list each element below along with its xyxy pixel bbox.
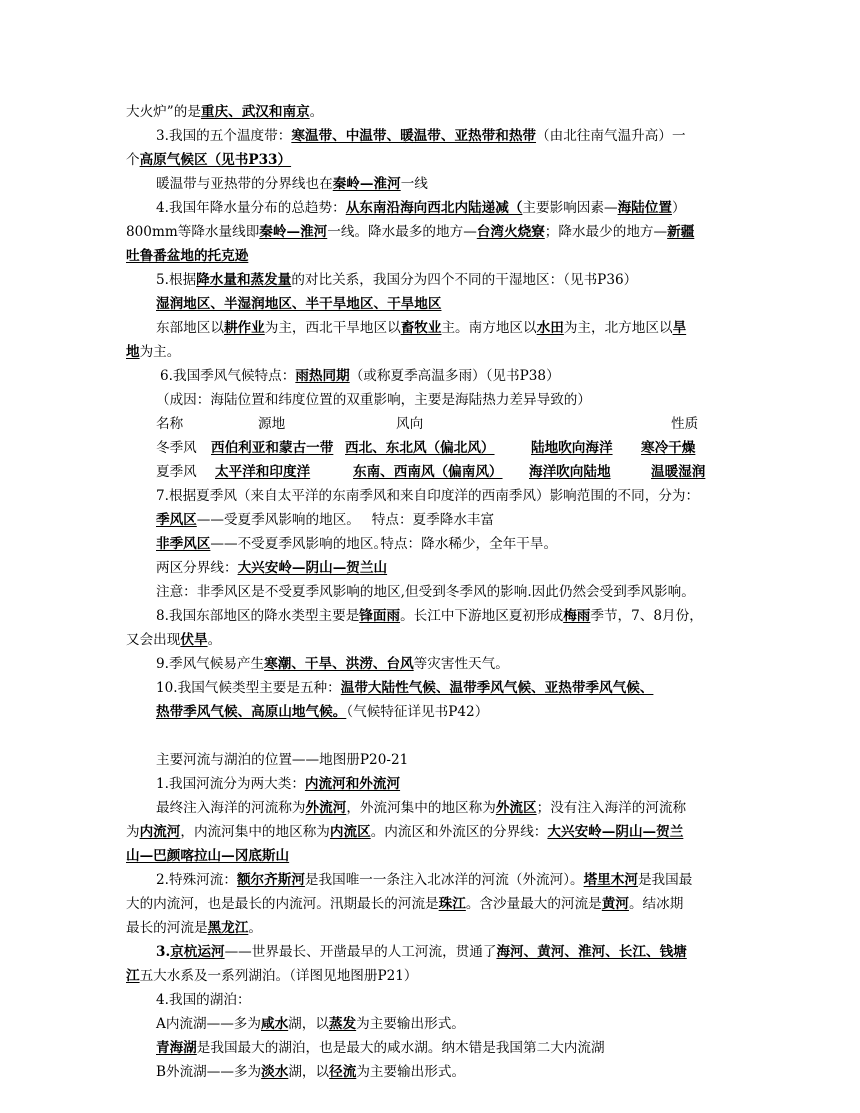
key-term: 高原气候区（见书P33） bbox=[139, 152, 292, 168]
key-term: 咸水 bbox=[260, 1016, 289, 1032]
key-term: 新疆 bbox=[667, 224, 695, 240]
text-line bbox=[126, 532, 738, 556]
text: ——不受夏季风影响的地区。 bbox=[210, 536, 388, 552]
text: 注意：非季风区是不受夏季风影响的地区,但受到冬季风的影响.因此仍然会受到季风影响。 bbox=[156, 584, 695, 600]
text: ——受夏季风影响的地区。 bbox=[196, 512, 360, 528]
text-line bbox=[126, 580, 738, 604]
key-term: 寒温带、中温带、暖温带、亚热带和热带 bbox=[291, 128, 537, 144]
key-term: 寒潮、干旱、洪涝、台风 bbox=[264, 656, 414, 672]
text: 湖，以 bbox=[288, 1064, 330, 1080]
text-line bbox=[126, 268, 738, 292]
text-line bbox=[126, 316, 738, 340]
text: ，外流河集中的地区称为 bbox=[346, 800, 496, 816]
text: 两区分界线： bbox=[156, 560, 238, 576]
text: ；降水最少的地方— bbox=[544, 224, 668, 240]
key-term: 秦岭—淮河 bbox=[259, 224, 328, 240]
text: 为主，北方地区以 bbox=[563, 320, 673, 336]
text-line bbox=[126, 196, 738, 220]
monsoon-table-header bbox=[126, 412, 738, 436]
text-line bbox=[126, 388, 738, 412]
key-term: 外流区 bbox=[495, 800, 537, 816]
key-term: 季风区 bbox=[156, 512, 197, 528]
text-line bbox=[126, 340, 738, 364]
text: 个 bbox=[126, 152, 140, 168]
text: 7.根据夏季风（来自太平洋的东南季风和来自印度洋的西南季风）影响范围的不同，分为： bbox=[156, 488, 700, 504]
text-line bbox=[126, 1060, 738, 1084]
text-line bbox=[126, 820, 738, 844]
text: 主要影响因素— bbox=[522, 200, 618, 216]
text: 特点：夏季降水丰富 bbox=[371, 512, 495, 528]
key-term: 淡水 bbox=[261, 1064, 289, 1080]
document-page bbox=[126, 100, 738, 1084]
text: 8.我国东部地区的降水类型主要是 bbox=[156, 608, 360, 624]
column-header: 性质 bbox=[671, 416, 699, 432]
key-term: 额尔齐斯河 bbox=[236, 872, 305, 888]
text-line bbox=[126, 100, 738, 124]
text: 5.根据 bbox=[156, 272, 197, 288]
key-term: 降水量和蒸发量 bbox=[196, 272, 292, 288]
text: （由北往南气温升高）一 bbox=[536, 128, 686, 144]
text: 3. bbox=[156, 944, 171, 960]
text: 大的内流河，也是最长的内流河。汛期最长的河流是 bbox=[126, 896, 439, 912]
text: 6.我国季风气候特点： bbox=[160, 368, 296, 384]
text-line bbox=[126, 556, 738, 580]
text: 。内流区和外流区的分界线： bbox=[370, 824, 548, 840]
key-term: 内流河和外流河 bbox=[304, 776, 401, 792]
text: 2.特殊河流： bbox=[156, 872, 237, 888]
text: 主要河流与湖泊的位置——地图册P20-21 bbox=[156, 752, 409, 768]
key-term: 重庆、武汉和南京 bbox=[200, 104, 310, 120]
table-cell: 冬季风 bbox=[156, 440, 197, 456]
text: 等灾害性天气。 bbox=[413, 656, 509, 672]
key-term: 青海湖 bbox=[156, 1040, 197, 1056]
column-header: 源地 bbox=[258, 416, 286, 432]
text-line bbox=[126, 796, 738, 820]
text: 4.我国的湖泊： bbox=[156, 992, 251, 1008]
text-line bbox=[126, 892, 738, 916]
key-term: 温带大陆性气候、温带季风气候、亚热带季风气候、 bbox=[340, 680, 654, 696]
text: ——世界最长、开凿最早的人工河流，贯通了 bbox=[224, 944, 497, 960]
column-header: 名称 bbox=[156, 416, 184, 432]
key-term: 台湾火烧寮 bbox=[476, 224, 545, 240]
key-term: 黑龙江 bbox=[207, 920, 249, 936]
table-cell: 陆地吹向海洋 bbox=[531, 440, 613, 456]
text: ） bbox=[671, 200, 686, 216]
text: 。含沙量最大的河流是 bbox=[465, 896, 602, 912]
text: 最终注入海洋的河流称为 bbox=[156, 800, 306, 816]
text: 为主要输出形式。 bbox=[356, 1064, 466, 1080]
text: A内流湖——多为 bbox=[156, 1016, 261, 1032]
text: 。长江中下游地区夏初形成 bbox=[400, 608, 564, 624]
text: 。 bbox=[248, 920, 262, 936]
table-cell: 夏季风 bbox=[156, 464, 197, 480]
text-line bbox=[126, 700, 738, 724]
text: 为 bbox=[126, 824, 140, 840]
text: 是我国唯一一条注入北冰洋的河流（外流河）。 bbox=[304, 872, 584, 888]
key-term: 海陆位置 bbox=[617, 200, 672, 216]
table-cell: 太平洋和印度洋 bbox=[215, 464, 311, 480]
text: ；没有注入海洋的河流称 bbox=[536, 800, 687, 816]
text-line bbox=[126, 964, 738, 988]
key-term: 梅雨 bbox=[563, 608, 591, 624]
text: 为主，西北干旱地区以 bbox=[264, 320, 401, 336]
text: 。 bbox=[207, 632, 222, 648]
text-line bbox=[126, 1012, 738, 1036]
text: 为主要输出形式。 bbox=[356, 1016, 465, 1032]
text-line bbox=[126, 868, 738, 892]
text-line bbox=[126, 172, 738, 196]
text: 的对比关系，我国分为四个不同的干湿地区：（见书P36） bbox=[291, 272, 638, 288]
text: （或称夏季高温多雨）（见书P38） bbox=[349, 368, 560, 384]
table-cell: 寒冷干燥 bbox=[641, 440, 696, 456]
text: 又会出现 bbox=[126, 632, 181, 648]
key-term: 地 bbox=[126, 344, 140, 360]
text: 主。南方地区以 bbox=[441, 320, 537, 336]
text: 东部地区以 bbox=[156, 320, 224, 336]
text-line bbox=[126, 844, 738, 868]
text: 最长的河流是 bbox=[126, 920, 208, 936]
key-term: 从东南沿海向西北内陆递减（ bbox=[345, 200, 523, 216]
text: 是我国最 bbox=[637, 872, 693, 888]
key-term: 京杭运河 bbox=[170, 944, 225, 960]
text-line bbox=[126, 748, 738, 772]
text: ，内流河集中的地区称为 bbox=[180, 824, 330, 840]
text-line bbox=[126, 364, 738, 388]
text-line bbox=[126, 220, 738, 244]
key-term: 珠江 bbox=[438, 896, 466, 912]
key-term: 锋面雨 bbox=[359, 608, 401, 624]
key-term: 伏旱 bbox=[180, 632, 208, 648]
key-term: 内流河 bbox=[139, 824, 181, 840]
key-term: 海河、黄河、淮河、长江、钱塘 bbox=[496, 944, 687, 960]
column-header: 风向 bbox=[396, 416, 424, 432]
text: （成因：海陆位置和纬度位置的双重影响，主要是海陆热力差异导致的） bbox=[156, 392, 591, 408]
text-line bbox=[126, 628, 738, 652]
text-line bbox=[126, 940, 738, 964]
text: 是我国最大的湖泊，也是最大的咸水湖。纳木错是我国第二大内流湖 bbox=[196, 1040, 605, 1056]
key-term: 蒸发 bbox=[328, 1016, 357, 1032]
key-term: 黄河 bbox=[601, 896, 629, 912]
key-term: 畜牧业 bbox=[400, 320, 442, 336]
text: 9.季风气候易产生 bbox=[156, 656, 265, 672]
key-term: 吐鲁番盆地的托克逊 bbox=[126, 248, 249, 264]
text: 湖，以 bbox=[288, 1016, 329, 1032]
text-line bbox=[126, 148, 738, 172]
table-cell: 西伯利亚和蒙古一带 bbox=[211, 440, 334, 456]
table-cell: 西北、东北风（偏北风） bbox=[345, 440, 495, 456]
text-line bbox=[126, 124, 738, 148]
table-cell: 东南、西南风（偏南风） bbox=[353, 464, 503, 480]
text-line bbox=[126, 508, 738, 532]
key-term: 非季风区 bbox=[156, 536, 211, 552]
key-term: 旱 bbox=[672, 320, 687, 336]
text-line bbox=[126, 988, 738, 1012]
key-term: 塔里木河 bbox=[583, 872, 638, 888]
key-term: 水田 bbox=[536, 320, 564, 336]
text: 4.我国年降水量分布的总趋势： bbox=[156, 200, 346, 216]
text: 1.我国河流分为两大类： bbox=[156, 776, 305, 792]
key-term: 耕作业 bbox=[223, 320, 265, 336]
key-term: 大兴安岭—阴山—贺兰山 bbox=[237, 560, 388, 576]
text: 季节，7、8月份， bbox=[590, 608, 703, 624]
text: 特点：降水稀少，全年干旱。 bbox=[380, 536, 558, 552]
text-line bbox=[126, 676, 738, 700]
monsoon-table-row bbox=[126, 460, 738, 484]
key-term: 大兴安岭—阴山—贺兰 bbox=[547, 824, 684, 840]
text: 一线。降水最多的地方— bbox=[327, 224, 477, 240]
section-heading bbox=[126, 724, 738, 748]
text: 一线 bbox=[400, 176, 428, 192]
text: 为主。 bbox=[139, 344, 181, 360]
text-line bbox=[126, 292, 738, 316]
text-line bbox=[126, 1036, 738, 1060]
text-line bbox=[126, 244, 738, 268]
key-term: 热带季风气候、高原山地气候。 bbox=[156, 704, 347, 720]
text-line bbox=[126, 484, 738, 508]
key-term: 秦岭—淮河 bbox=[332, 176, 401, 192]
text: （气候特征详见书P42） bbox=[346, 704, 489, 720]
text: B外流湖——多为 bbox=[156, 1064, 262, 1080]
text: 五大水系及一系列湖泊。（详图见地图册P21） bbox=[139, 968, 418, 984]
text: 。结冰期 bbox=[628, 896, 684, 912]
key-term: 山—巴颜喀拉山—冈底斯山 bbox=[126, 848, 290, 864]
monsoon-table-row bbox=[126, 436, 738, 460]
text: 3.我国的五个温度带： bbox=[156, 128, 292, 144]
text-line bbox=[126, 772, 738, 796]
table-cell: 温暖湿润 bbox=[651, 464, 706, 480]
text: 800mm等降水量线即 bbox=[126, 224, 260, 240]
text: 大火炉”的是 bbox=[126, 104, 201, 120]
key-term: 外流河 bbox=[305, 800, 347, 816]
key-term: 江 bbox=[126, 968, 140, 984]
key-term: 湿润地区、半湿润地区、半干旱地区、干旱地区 bbox=[156, 296, 442, 312]
text-line bbox=[126, 604, 738, 628]
text-line bbox=[126, 916, 738, 940]
text-line bbox=[126, 652, 738, 676]
table-cell: 海洋吹向陆地 bbox=[529, 464, 611, 480]
key-term: 雨热同期 bbox=[295, 368, 350, 384]
key-term: 内流区 bbox=[329, 824, 371, 840]
key-term: 径流 bbox=[329, 1064, 357, 1080]
text: 。 bbox=[309, 104, 324, 120]
text: 暖温带与亚热带的分界线也在 bbox=[156, 176, 333, 192]
text: 10.我国气候类型主要是五种： bbox=[156, 680, 341, 696]
